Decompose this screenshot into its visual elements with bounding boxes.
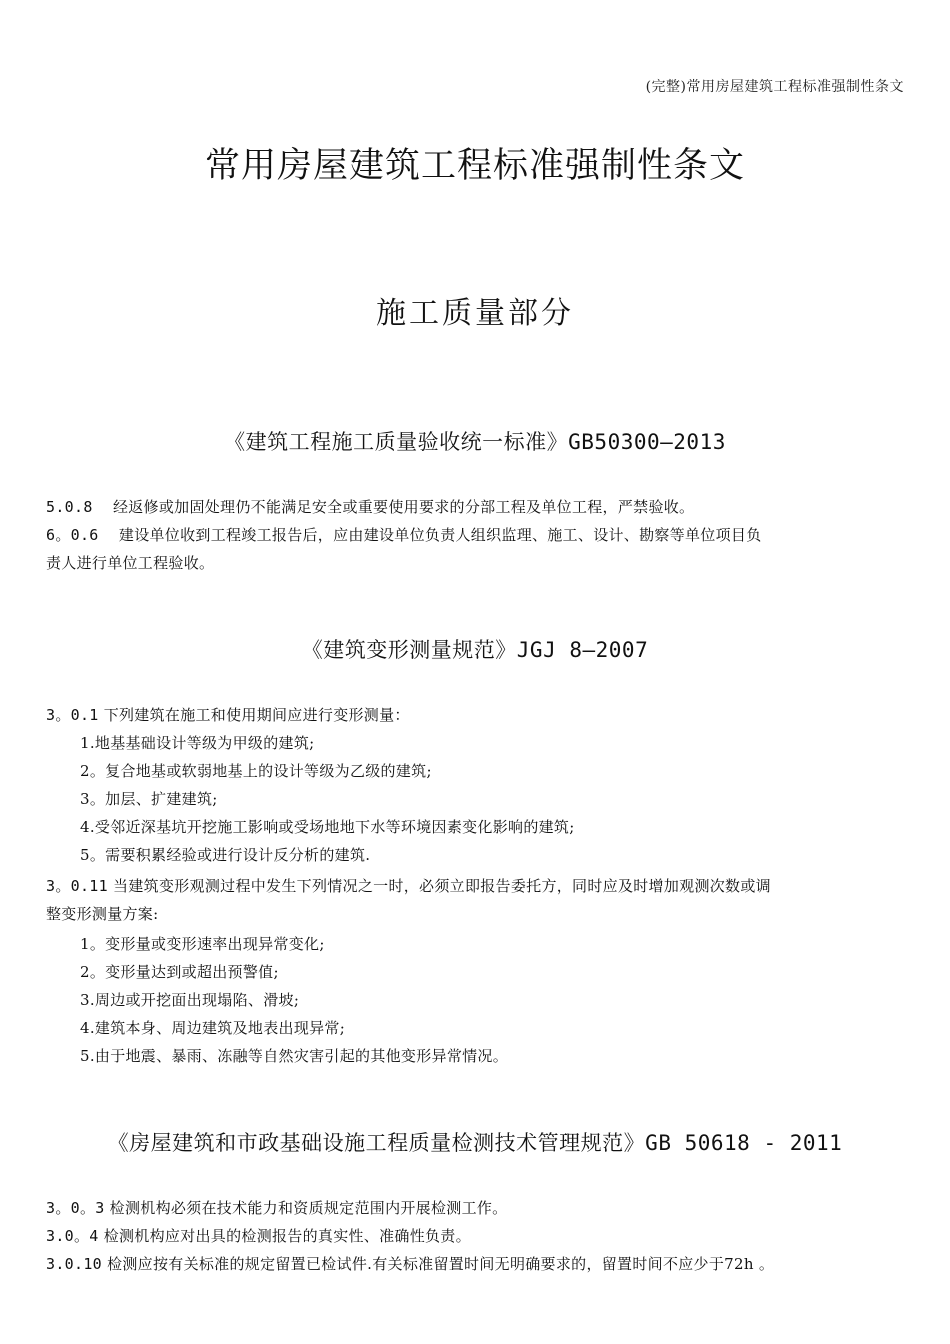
- clause-text: 当建筑变形观测过程中发生下列情况之一时，必须立即报告委托方，同时应及时增加观测次数或调: [113, 877, 771, 895]
- clause-text: 经返修或加固处理仍不能满足安全或重要使用要求的分部工程及单位工程，严禁验收。: [112, 498, 695, 516]
- clause-5-0-8: [46, 493, 906, 521]
- list-item: 4.建筑本身、周边建筑及地表出现异常;: [80, 1019, 346, 1037]
- list-item: 2。变形量达到或超出预警值;: [80, 963, 279, 981]
- list-item: 1.地基基础设计等级为甲级的建筑;: [80, 734, 315, 752]
- clause-number: 3.0。4: [46, 1227, 99, 1245]
- clause-text: 下列建筑在施工和使用期间应进行变形测量：: [103, 706, 410, 724]
- clause-3-0-10: [46, 1250, 906, 1278]
- clause-number: 5.0.8: [46, 498, 93, 516]
- clause-3-0-4: [46, 1222, 906, 1250]
- standard-code: GB50300—2013: [568, 430, 726, 454]
- header-note: (完整)常用房屋建筑工程标准强制性条文: [645, 79, 904, 95]
- clause-number: 6。0.6: [46, 526, 99, 544]
- standard-title-gb50300: [0, 426, 950, 456]
- standard-code: JGJ 8—2007: [516, 638, 649, 662]
- section-title: 施工质量部分: [376, 296, 574, 331]
- list-item: 4.受邻近深基坑开挖施工影响或受场地地下水等环境因素变化影响的建筑;: [80, 818, 575, 836]
- clause-6-0-6: [46, 521, 906, 549]
- clause-number: 3。0.1: [46, 706, 99, 724]
- clause-6-0-6-continued: 责人进行单位工程验收。: [46, 554, 215, 572]
- clause-text: 建设单位收到工程竣工报告后，应由建设单位负责人组织监理、施工、设计、勘察等单位项目负: [118, 526, 762, 544]
- list-item: 1。变形量或变形速率出现异常变化;: [80, 935, 325, 953]
- standard-code: GB 50618 - 2011: [645, 1131, 843, 1155]
- standard-title-jgj8: [0, 634, 950, 664]
- standard-name: 《房屋建筑和市政基础设施工程质量检测技术管理规范》: [107, 1131, 646, 1155]
- standard-name: 《建筑变形测量规范》: [301, 638, 517, 662]
- clause-number: 3。0。3: [46, 1199, 105, 1217]
- clause-text: 检测机构必须在技术能力和资质规定范围内开展检测工作。: [109, 1199, 508, 1217]
- standard-name: 《建筑工程施工质量验收统一标准》: [224, 430, 569, 454]
- document-title: 常用房屋建筑工程标准强制性条文: [204, 146, 745, 186]
- clause-3-0-1: [46, 701, 906, 729]
- list-item: 3.周边或开挖面出现塌陷、滑坡;: [80, 991, 300, 1009]
- standard-title-gb50618: [0, 1127, 950, 1157]
- clause-number: 3.0.10: [46, 1255, 102, 1273]
- list-item: 3。加层、扩建建筑;: [80, 790, 218, 808]
- clause-3-0-11: [46, 872, 906, 900]
- list-item: 2。复合地基或软弱地基上的设计等级为乙级的建筑;: [80, 762, 432, 780]
- clause-text: 检测机构应对出具的检测报告的真实性、准确性负责。: [103, 1227, 471, 1245]
- clause-number: 3。0.11: [46, 877, 108, 895]
- clause-3-0-3: [46, 1194, 906, 1222]
- clause-3-0-11-continued: 整变形测量方案:: [46, 905, 159, 923]
- list-item: 5。需要积累经验或进行设计反分析的建筑.: [80, 846, 371, 864]
- clause-text: 检测应按有关标准的规定留置已检试件.有关标准留置时间无明确要求的，留置时间不应少于72h 。: [107, 1255, 775, 1273]
- list-item: 5.由于地震、暴雨、冻融等自然灾害引起的其他变形异常情况。: [80, 1047, 509, 1065]
